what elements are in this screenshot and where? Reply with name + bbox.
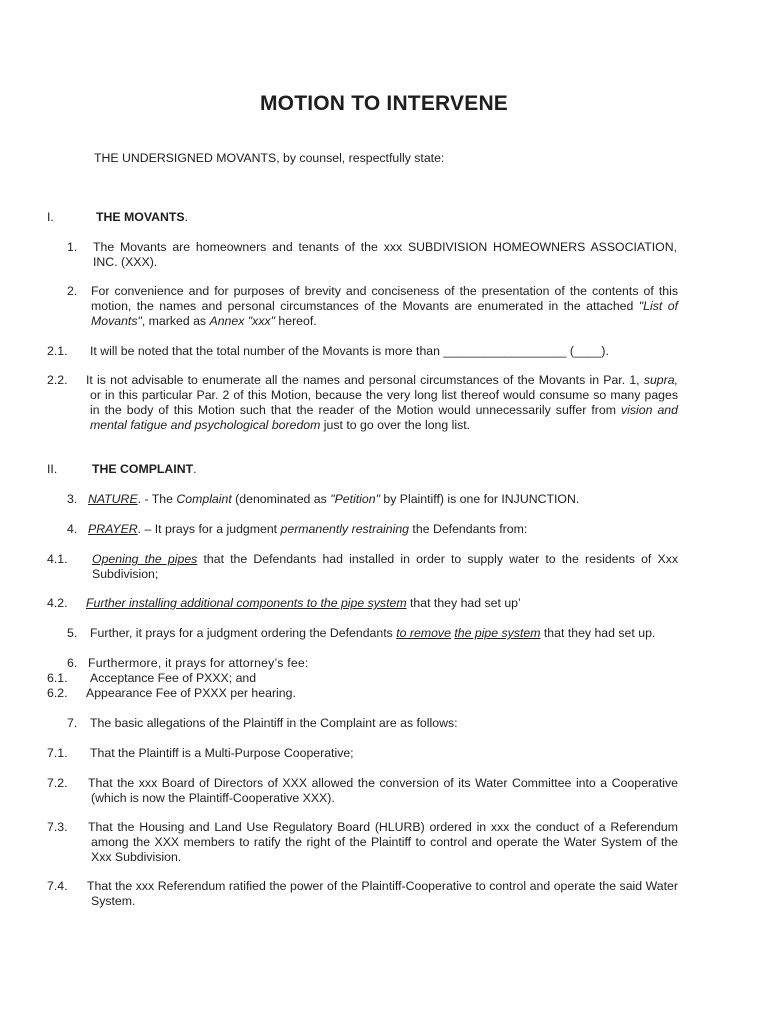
paragraph-6: Furthermore, it prays for attorney’s fee:: [88, 656, 309, 670]
section-number: I.: [47, 210, 54, 224]
paragraph-number: 1.: [67, 240, 78, 254]
paragraph-number: 7.: [67, 716, 78, 730]
paragraph-4-1: Opening the pipes that the Defendants had installed in order to supply water to the residents of Xxx Subdivision;: [92, 552, 678, 581]
paragraph-number: 4.1.: [47, 552, 68, 566]
document-title: MOTION TO INTERVENE: [259, 92, 509, 115]
paragraph-4: PRAYER. – It prays for a judgment permanently restraining the Defendants from:: [88, 522, 528, 536]
paragraph-2-1: It will be noted that the total number of the Movants is more than __________________ (____).: [90, 344, 609, 358]
paragraph-6-2: Appearance Fee of PXXX per hearing.: [86, 686, 296, 700]
paragraph-number: 5.: [67, 626, 78, 640]
paragraph-7-3: That the Housing and Land Use Regulatory Board (HLURB) ordered in xxx the conduct of a Referendum among the XXX members to ratify the right of the Plaintiff to control and operate the Water System of the Xxx Subdivision.: [88, 820, 678, 864]
paragraph-7-4: That the xxx Referendum ratified the power of the Plaintiff-Cooperative to control and operate the said Water System.: [87, 879, 678, 908]
paragraph-number: 2.: [67, 284, 78, 298]
section-heading: THE COMPLAINT.: [92, 462, 197, 476]
paragraph-number: 7.2.: [47, 776, 68, 790]
paragraph-number: 7.1.: [47, 746, 68, 760]
paragraph-number: 4.2.: [47, 596, 68, 610]
paragraph-5: Further, it prays for a judgment ordering the Defendants to remove the pipe system that they had set up.: [90, 626, 656, 640]
paragraph-number: 7.3.: [47, 820, 68, 834]
paragraph-number: 6.: [67, 656, 78, 670]
paragraph-7: The basic allegations of the Plaintiff in the Complaint are as follows:: [90, 716, 458, 730]
section-number: II.: [47, 462, 58, 476]
paragraph-2: For convenience and for purposes of brevity and conciseness of the presentation of the contents of this motion, the names and personal circumstances of the Movants are enumerated in the attached "List of Movants", marked as Annex "xxx" hereof.: [91, 284, 678, 328]
paragraph-7-1: That the Plaintiff is a Multi-Purpose Cooperative;: [90, 746, 354, 760]
paragraph-3: NATURE. - The Complaint (denominated as "Petition" by Plaintiff) is one for INJUNCTION.: [88, 492, 580, 506]
paragraph-number: 2.2.: [47, 373, 68, 387]
intro-text: THE UNDERSIGNED MOVANTS, by counsel, respectfully state:: [94, 151, 445, 165]
paragraph-2-2: It is not advisable to enumerate all the names and personal circumstances of the Movants in Par. 1, supra, or in this particular Par. 2 of this Motion, because the very long list thereof would consume so many pages in the body of this Motion such that the reader of the Motion would unnecessarily suffer from vision and mental fatigue and psychological boredom just to go over the long list.: [86, 373, 678, 432]
section-heading: THE MOVANTS.: [96, 210, 189, 224]
paragraph-number: 7.4.: [47, 879, 68, 893]
paragraph-number: 4.: [67, 522, 78, 536]
paragraph-number: 6.2.: [47, 686, 68, 700]
paragraph-7-2: That the xxx Board of Directors of XXX allowed the conversion of its Water Committee into a Cooperative (which is now the Plaintiff-Cooperative XXX).: [88, 776, 678, 805]
paragraph-number: 3.: [67, 492, 78, 506]
paragraph-1: The Movants are homeowners and tenants of the xxx SUBDIVISION HOMEOWNERS ASSOCIATION, INC. (XXX).: [93, 240, 677, 269]
paragraph-number: 6.1.: [47, 671, 68, 685]
paragraph-number: 2.1.: [47, 344, 68, 358]
paragraph-4-2: Further installing additional components to the pipe system that they had set up’: [86, 596, 521, 610]
paragraph-6-1: Acceptance Fee of PXXX; and: [90, 671, 257, 685]
